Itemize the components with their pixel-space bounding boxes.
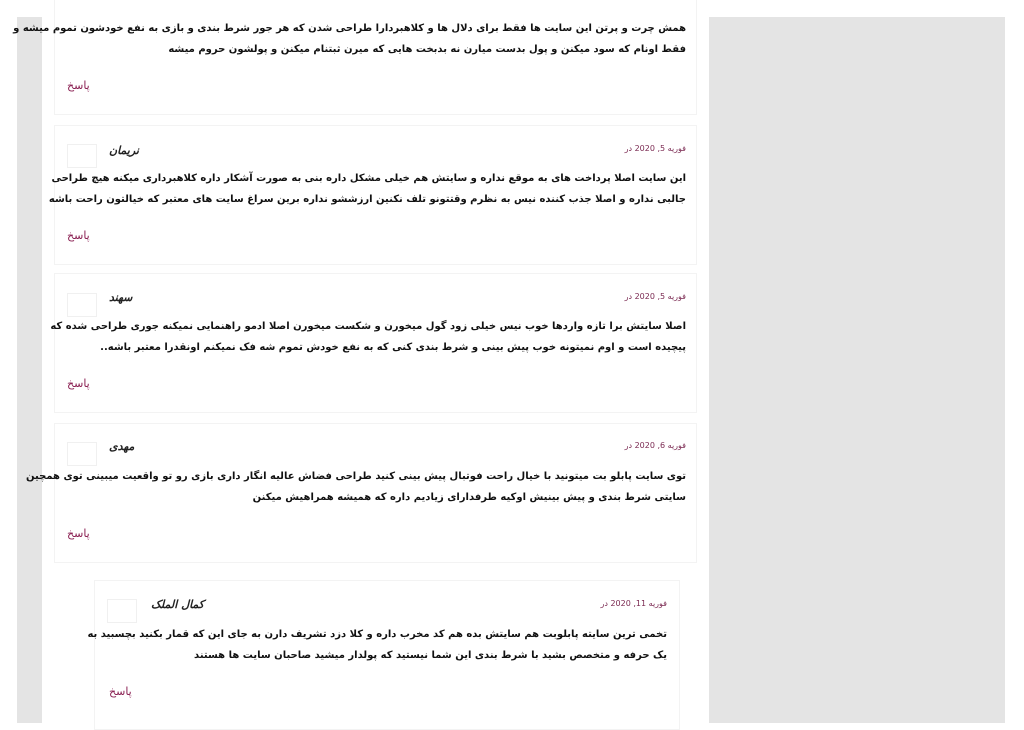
page-background-left: [17, 17, 42, 723]
reply-link[interactable]: پاسخ: [67, 377, 90, 390]
reply-link[interactable]: پاسخ: [67, 229, 90, 242]
comment-author[interactable]: نریمان: [109, 144, 139, 157]
comment-author[interactable]: کمال الملک: [151, 598, 205, 611]
comment: [13, 0, 697, 115]
comment-date[interactable]: فوریه 5, 2020 در: [624, 144, 686, 153]
comments-section: [13, 0, 709, 723]
comment: [48, 125, 697, 265]
reply-link[interactable]: پاسخ: [67, 527, 90, 540]
comment-text-line: پیچیده است و اوم نمیتونه خوب پیش بینی و شرط بندی کنی که به نفع خودش تموم شه فک نمیکنم اونقدرا معتبر باشه..: [100, 342, 686, 353]
reply-link[interactable]: پاسخ: [109, 685, 132, 698]
comment-text-line: این سایت اصلا پرداخت های به موقع نداره و سایتش هم خیلی مشکل داره بنی به صورت آشکار داره کلاهبرداری میکنه هیچ طراحی: [51, 173, 686, 184]
comment-text: [26, 466, 686, 508]
comment-date[interactable]: فوریه 11, 2020 در: [600, 599, 667, 608]
comment: [26, 423, 697, 563]
avatar: [107, 599, 137, 623]
comment-text: [49, 168, 686, 210]
comment-author[interactable]: مهدی: [109, 440, 135, 453]
comment-text: [87, 624, 667, 666]
comment-text-line: فقط اونام که سود میکنن و پول بدست میارن نه بدبخت هایی که میرن ثبتنام میکنن و پولشون حروم میشه: [168, 44, 686, 55]
comment-date[interactable]: فوریه 5, 2020 در: [624, 292, 686, 301]
avatar: [67, 442, 97, 466]
comment-author[interactable]: سهند: [109, 291, 133, 304]
sidebar-panel: [709, 17, 1005, 723]
comment-text-line: جالبی نداره و اصلا جذب کننده نیس به نظرم وقتتونو تلف نکنین ارزششو نداره برین سراغ سایت های معتبر که خیالتون راحت باشه: [48, 194, 686, 205]
comment-text-line: توی سایت پابلو بت میتونید با خیال راحت فوتبال پیش بینی کنید طراحی فضاش عالیه انگار داری بازی رو تو واقعیت میبینی توی همچین: [26, 471, 686, 482]
comment-text-line: تخمی ترین سایته پابلوبت هم سایتش بده هم کد مخرب داره و کلا دزد تشریف دارن به جای این که قمار بکنید بچسبید به: [87, 629, 667, 640]
avatar: [67, 293, 97, 317]
comment-reply: [87, 580, 680, 730]
comment: [50, 273, 697, 413]
comment-text-line: یک حرفه و متخصص بشید با شرط بندی این شما نیستید که پولدار میشید صاحبان سایت ها هستند: [194, 650, 667, 661]
comment-text-line: همش چرت و پرتن این سایت ها فقط برای دلال ها و کلاهبردارا طراحی شدن که هر جور شرط بندی و بازی به نفع خودشون تموم میشه و: [13, 23, 686, 34]
comment-text-line: اصلا سایتش برا تازه واردها خوب نیس خیلی زود گول میخورن و شکست میخورن اصلا ادمو راهنمایی نمیکنه جوری طراحی شده که: [50, 321, 686, 332]
reply-link[interactable]: پاسخ: [67, 79, 90, 92]
comment-text: [50, 316, 686, 358]
comment-text-line: سایتی شرط بندی و پیش بینیش اوکیه طرفدارای زیادیم داره که همیشه همراهیش میکنن: [252, 492, 686, 503]
comment-text: [13, 18, 686, 60]
comment-date[interactable]: فوریه 6, 2020 در: [624, 441, 686, 450]
avatar: [67, 144, 97, 168]
